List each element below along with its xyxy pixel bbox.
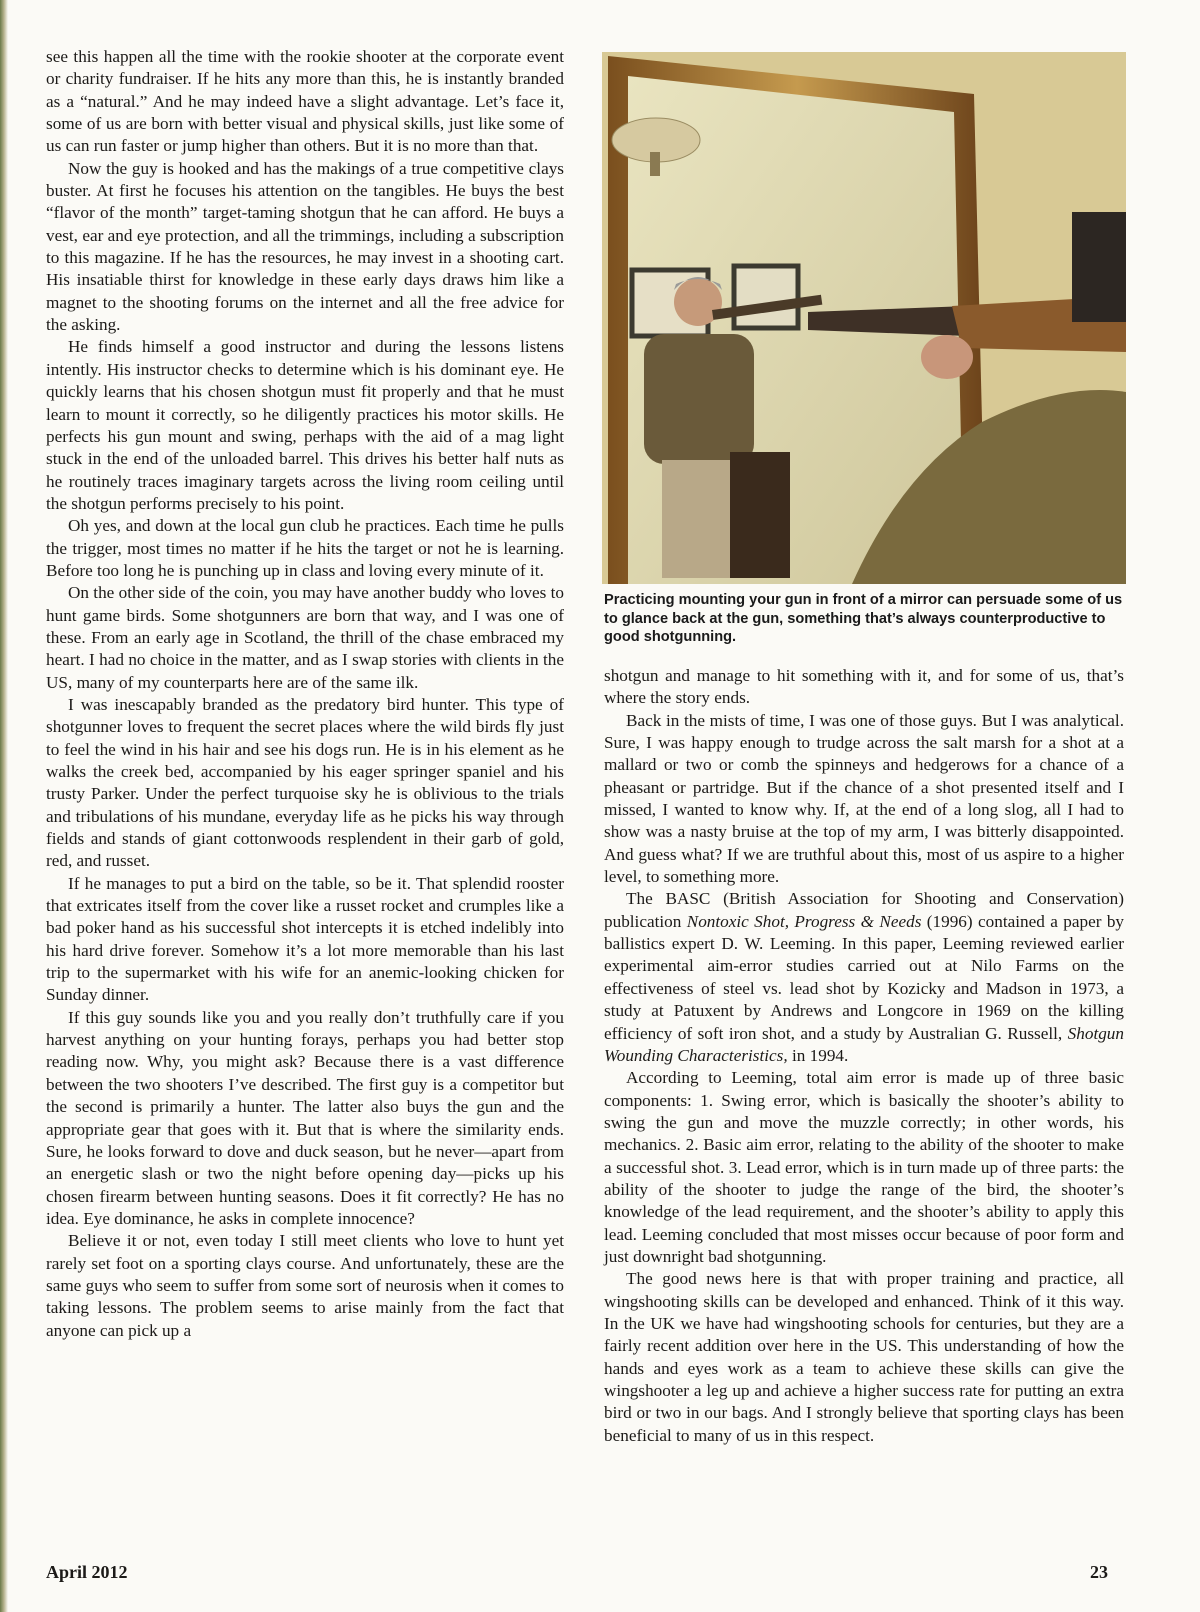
paragraph-basc xyxy=(604,888,1124,1067)
paragraph: I was inescapably branded as the predatory bird hunter. This type of shotgunner loves to frequent the secret places where the wild birds fly just to feel the wind in his hair and see his dogs run. He is in his element as he walks the creek bed, accompanied by his eager springer spaniel and his trusty Parker. Under the perfect turquoise sky he is oblivious to the trials and tribulations of his mundane, everyday life as he picks his way through fields and stands of giant cottonwoods resplendent in their garb of gold, red, and russet. xyxy=(46,694,564,871)
paragraph: On the other side of the coin, you may have another buddy who loves to hunt game birds. Some shotgunners are born that way, and I was one of these. From an early age in Scotland, the thrill of the chase embraced my heart. I had no choice in the matter, and as I swap stories with clients in the US, many of my counterparts here are of the same ilk. xyxy=(46,583,564,692)
paragraph: If this guy sounds like you and you really don’t truthfully care if you harvest anything on your hunting forays, perhaps you had better stop reading now. Why, you might ask? Because there is a vast difference between the two shooters I’ve described. The first guy is a competitor but the second is primarily a hunter. The latter also buys the gun and the appropriate gear that goes with it. But that is where the similarity ends. Sure, he looks forward to dove and duck season, but he never—apart from an energetic slash or two the night before opening day—picks up his chosen firearm between hunting seasons. Does it fit correctly? He has no idea. Eye dominance, he asks in complete innocence? xyxy=(46,1007,564,1228)
publication-title: Nontoxic Shot, Progress & Needs xyxy=(686,911,922,931)
paragraph: If he manages to put a bird on the table, so be it. That splendid rooster that extricates itself from the cover like a russet rocket and crumples like a bad poker hand as his successful shot intercepts it is etched indelibly into his hard drive forever. Somehow it’s a lot more memorable than his last trip to the supermarket with his wife for an anemic-looking chicken for Sunday dinner. xyxy=(46,873,564,1005)
paragraph: According to Leeming, total aim error is made up of three basic components: 1. Swing error, which is basically the shooter’s ability to swing the gun and move the muzzle correctly; in other words, his mechanics. 2. Basic aim error, relating to the ability of the shooter to make a successful shot. 3. Lead error, which is in turn made up of three parts: the ability of the shooter to judge the range of the bird, the shooter’s knowledge of the lead requirement, and the shooter’s ability to apply this lead. Leeming concluded that most misses occur because of poor form and just downright bad shotgunning. xyxy=(604,1068,1124,1266)
left-column xyxy=(46,46,564,1342)
mirror-photo xyxy=(602,52,1126,584)
paragraph: He finds himself a good instructor and during the lessons listens intently. His instructor checks to determine which is his dominant eye. He quickly learns that his chosen shotgun must fit properly and that he must learn to mount it correctly, so he diligently practices his motor skills. He perfects his gun mount and swing, perhaps with the aid of a mag light stuck in the end of the unloaded barrel. This drives his better half nuts as he routinely traces imaginary targets across the living room ceiling until the shotgun performs precisely to his point. xyxy=(46,337,564,513)
paragraph: The good news here is that with proper training and practice, all wingshooting skills can be developed and enhanced. Think of it this way. In the UK we have had wingshooting schools for centuries, but they are a fairly recent addition over here in the US. This understanding of how the hands and eyes work as a team to achieve these skills can give the wingshooter a leg up and achieve a higher success rate for putting an extra bird or two in our bags. And I strongly believe that sporting clays has been beneficial to many of us in this respect. xyxy=(604,1269,1124,1445)
paragraph: shotgun and manage to hit something with it, and for some of us, that’s where the story ends. xyxy=(604,666,1124,708)
issue-date: April 2012 xyxy=(46,1562,128,1582)
paragraph: Oh yes, and down at the local gun club he practices. Each time he pulls the trigger, most times no matter if he hits the target or not he is learning. Before too long he is punching up in class and loving every minute of it. xyxy=(46,516,564,580)
text-run: The BASC (British Association for Shooting and Conservation) publication xyxy=(604,889,1124,931)
photo-caption: Practicing mounting your gun in front of a mirror can persuade some of us to glance back at the gun, something that’s always counterproductive to good shotgunning. xyxy=(604,592,1123,646)
publication-title: Shotgun Wounding Characteristics, xyxy=(604,1023,1124,1065)
paragraph: Believe it or not, even today I still meet clients who love to hunt yet rarely set foot on a sporting clays course. And unfortunately, these are the same guys who seem to suffer from some sort of neurosis when it comes to taking lessons. The problem seems to arise mainly from the fact that anyone can pick up a xyxy=(46,1231,564,1340)
paragraph: see this happen all the time with the rookie shooter at the corporate event or charity fundraiser. If he hits any more than this, he is instantly branded as a “natural.” And he may indeed have a slight advantage. Let’s face it, some of us are born with better visual and physical skills, just like some of us can run faster or jump higher than others. But it is no more than that. xyxy=(46,47,564,156)
paragraph: Now the guy is hooked and has the makings of a true competitive clays buster. At first he focuses his attention on the tangibles. He buys the best “flavor of the month” target-taming shotgun that he can afford. He buys a vest, ear and eye protection, and all the trimmings, including a subscription to this magazine. If he has the resources, he may invest in a shooting cart. His insatiable thirst for knowledge in these early days draws him like a magnet to the shooting forums on the internet and all the free advice for the asking. xyxy=(46,158,564,335)
text-run: in 1994. xyxy=(787,1045,849,1065)
right-column xyxy=(604,665,1124,1447)
text-run: (1996) contained a paper by ballistics expert D. W. Leeming. In this paper, Leeming reviewed earlier experimental aim-error studies carried out at Nilo Farms on the effectiveness of steel vs. lead shot by Kozicky and Madson in 1973, a study at Patuxent by Andrews and Longcore in 1969 on the killing efficiency of soft iron shot, and a study by Australian G. Russell, xyxy=(604,911,1125,1043)
paragraph: Back in the mists of time, I was one of those guys. But I was analytical. Sure, I was happy enough to trudge across the salt marsh for a shot at a mallard or two or comb the spinneys and hedgerows for a chance of a pheasant or partridge. But if the chance of a shot presented itself and I missed, I wanted to know why. If, at the end of a long slog, all I had to show was a nasty bruise at the top of my arm, I was bitterly disappointed. And guess what? If we are truthful about this, most of us aspire to a higher level, to something more. xyxy=(604,710,1124,887)
page-number: 23 xyxy=(1090,1562,1108,1582)
page-edge xyxy=(0,0,8,1612)
